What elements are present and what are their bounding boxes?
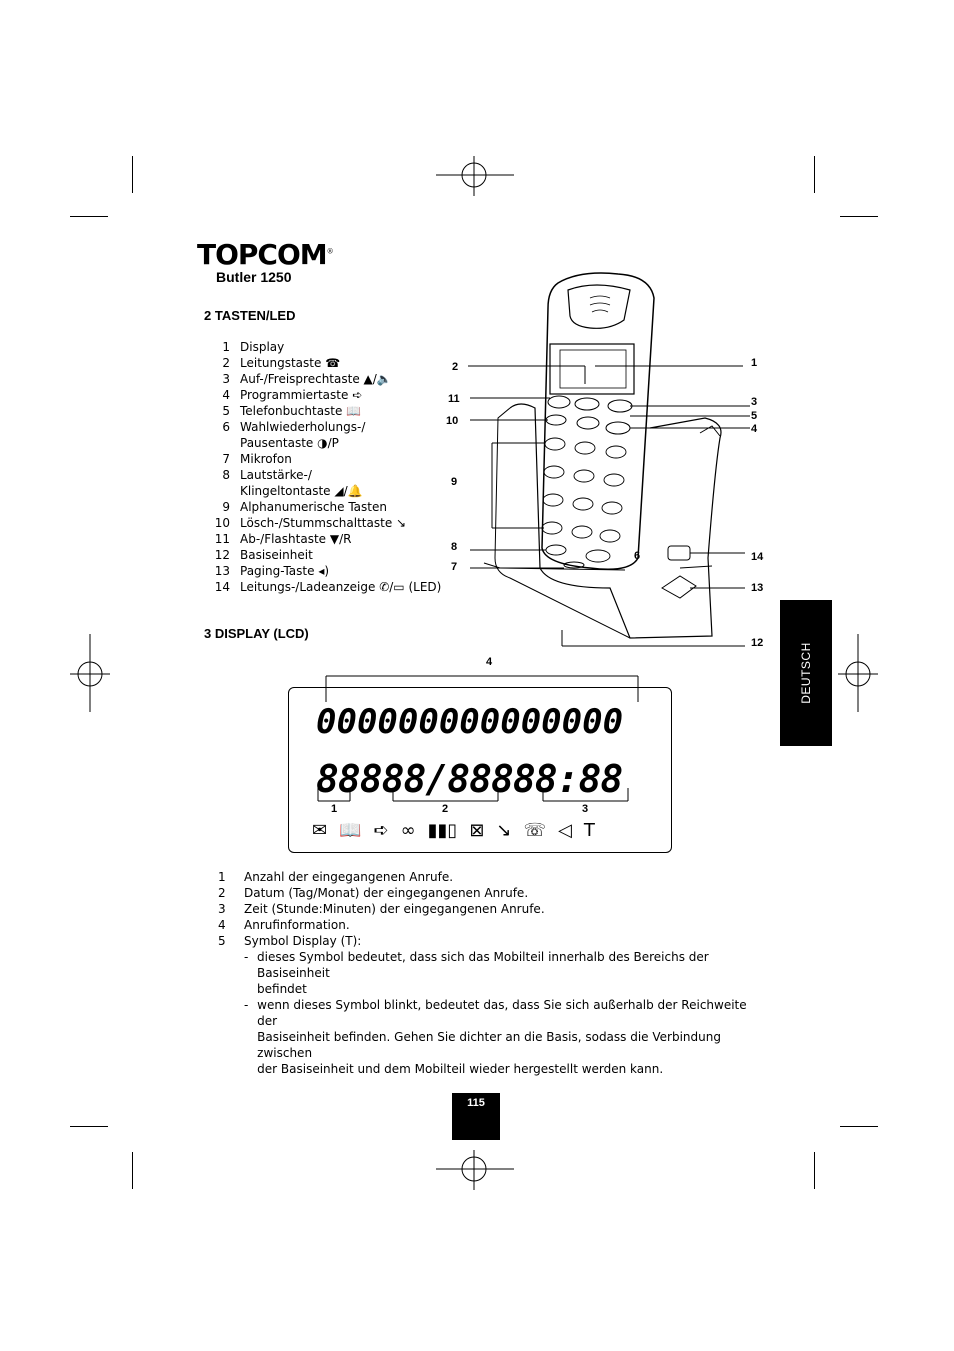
list-item: 4 Programmiertaste ➪ [222,388,363,402]
line-key-icon: ☎ [325,356,341,370]
callout-7: 7 [451,561,458,573]
phone-illustration [440,268,770,653]
enter-icon: ➪ [373,820,389,841]
list-item: 14 Leitungs-/Ladeanzeige ✆/▭ (LED) [214,580,442,594]
bullet-item: - dieses Symbol bedeutet, dass sich das Mobilteil innerhalb des Bereichs der Basiseinheit befindet [244,950,709,996]
list-item: 2 Datum (Tag/Monat) der eingegangenen Anrufe. [218,886,529,900]
callout-14: 14 [751,551,764,563]
line-led-icon: ✆/▭ [379,580,405,594]
lcd-callout-2: 2 [442,803,449,815]
volume-icon: ◢ [334,484,344,498]
list-item: 2 Leitungstaste ☎ [222,356,341,370]
tape-icon: ∞ [400,820,416,841]
callout-12: 12 [751,637,764,649]
callout-4: 4 [751,423,758,435]
down-arrow-icon: ▼ [329,532,340,546]
antenna-icon: T [583,820,595,841]
callout-11: 11 [448,393,460,405]
list-item: 4 Anrufinformation. [218,918,350,932]
battery-icon: ▮▮▯ [427,820,458,841]
crop-mark [814,156,815,193]
lcd-icon-row [312,820,595,841]
list-item: Pausentaste ◑/P [240,436,339,450]
list-item: 9 Alphanumerische Tasten [222,500,387,514]
registration-mark-left [70,634,110,712]
callout-2: 2 [452,361,459,373]
antenna-icon: T [345,934,353,948]
list-item: 13 Paging-Taste ◂) [214,564,330,578]
crop-mark [70,1126,108,1127]
program-icon: ➪ [352,388,363,402]
speaker-up-icon: ▲/🔈 [363,372,392,386]
crop-mark [132,156,133,193]
list-item: 3 Zeit (Stunde:Minuten) der eingegangenen Anrufe. [218,902,545,916]
keys-list [208,339,448,595]
crop-mark [840,1126,878,1127]
lcd-line-1: 000000000000000 [316,702,624,742]
redial-icon: ◑ [317,436,328,450]
language-tab: DEUTSCH [780,600,832,746]
section-heading-display: 3 DISPLAY (LCD) [204,626,309,641]
crop-mark [132,1152,133,1189]
list-item: 5 Telefonbuchtaste 📖 [222,404,362,418]
bullet-item: - wenn dieses Symbol blinkt, bedeutet das, dass Sie sich außerhalb der Reichweite der Basiseinheit befinden. Gehen Sie dichter an die Basis, sodass die Verbindung zwischen der Basiseinheit und dem Mobilteil wieder hergestellt werden kann. [244,998,747,1076]
speaker-icon: ◁ [558,820,572,841]
crop-mark [70,216,108,217]
page-number: 115 [452,1093,500,1140]
crop-mark [814,1152,815,1189]
model-name: Butler 1250 [216,269,292,285]
list-item: 10 Lösch-/Stummschalttaste ↘ [214,516,407,530]
callout-3: 3 [751,396,758,408]
registration-mark-right [838,634,878,712]
mute-icon: ↘ [496,820,512,841]
ringer-off-icon: ⊠ [469,820,485,841]
lcd-callout-4: 4 [486,656,493,668]
list-item: 8 Lautstärke-/ [222,468,312,482]
section-heading-keys: 2 TASTEN/LED [204,308,296,323]
crop-mark [840,216,878,217]
book-icon: 📖 [339,820,362,841]
list-item: 1 Anzahl der eingegangenen Anrufe. [218,870,454,884]
paging-icon: ◂) [318,564,330,578]
lcd-callout-1: 1 [331,803,338,815]
handset-icon: ☏ [523,820,547,841]
registration-mark-top [436,156,514,196]
callout-5: 5 [751,410,758,422]
brand-logo: TOPCOM® [197,238,333,271]
phonebook-icon: 📖 [346,404,362,418]
list-item: 1 Display [222,340,285,354]
list-item: 12 Basiseinheit [214,548,313,562]
callout-8: 8 [451,541,458,553]
list-item: 3 Auf-/Freisprechtaste ▲/🔈 [222,372,392,386]
mute-key-icon: ↘ [396,516,407,530]
callout-6: 6 [634,550,641,562]
envelope-icon: ✉ [312,820,328,841]
list-item: 7 Mikrofon [222,452,292,466]
list-item: 11 Ab-/Flashtaste ▼/R [214,532,352,546]
lcd-callout-3: 3 [582,803,589,815]
registration-mark-bottom [436,1150,514,1190]
callout-9: 9 [451,476,458,488]
display-descriptions [218,869,748,1077]
list-item: 5 Symbol Display (T): [218,934,362,948]
lcd-line-2: 88888/88888:88 [316,757,623,801]
callout-13: 13 [751,582,764,594]
callout-10: 10 [446,415,459,427]
list-item: Klingeltontaste ◢/🔔 [240,484,363,498]
callout-1: 1 [751,357,758,369]
list-item: 6 Wahlwiederholungs-/ [222,420,366,434]
bell-icon: 🔔 [347,484,363,498]
